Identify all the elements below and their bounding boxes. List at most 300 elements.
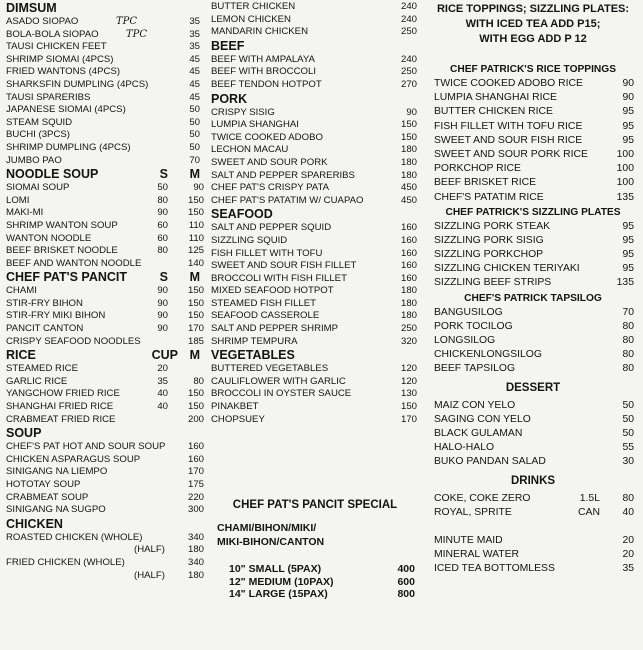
menu-item — [211, 107, 419, 120]
menu-item — [6, 129, 208, 142]
menu-item — [211, 132, 419, 145]
menu-item-name: MANDARIN CHICKEN — [211, 26, 309, 38]
section-heading — [6, 426, 208, 441]
menu-item-price: 70 — [622, 306, 634, 318]
pancit-special-noodles-2: MIKI-BIHON/CANTON — [217, 536, 325, 548]
pancit-size-item — [211, 588, 419, 601]
menu-item-name: PANCIT CANTON — [6, 323, 84, 335]
drink-size: 1.5L — [579, 492, 600, 504]
menu-column-3 — [428, 2, 638, 577]
menu-item-price: 20 — [622, 549, 634, 561]
menu-item — [6, 414, 208, 427]
menu-item-price: 50 — [622, 399, 634, 411]
menu-item-price-medium: 150 — [187, 194, 204, 206]
menu-item — [6, 466, 208, 479]
menu-item — [428, 548, 638, 562]
menu-item — [6, 388, 208, 401]
size-s-label: S — [159, 167, 168, 182]
menu-item — [6, 117, 208, 130]
menu-item — [211, 323, 419, 336]
section-heading — [6, 348, 208, 363]
menu-item — [428, 413, 638, 427]
menu-item — [428, 334, 638, 348]
menu-item-name: SALT AND PEPPER SHRIMP — [211, 323, 339, 335]
menu-item-name: BEEF TAPSILOG — [434, 363, 516, 375]
menu-item — [428, 176, 638, 190]
menu-item-name: SHARKSFIN DUMPLING (4PCS) — [6, 78, 149, 90]
menu-item-name: SWEET AND SOUR PORK — [211, 156, 328, 168]
menu-item — [211, 1, 419, 14]
menu-item-price: 95 — [622, 220, 634, 232]
menu-item — [428, 148, 638, 162]
subsection-heading: DESSERT — [505, 381, 561, 394]
menu-item — [211, 26, 419, 39]
menu-item-name: JAPANESE SIOMAI (4PCS) — [6, 104, 126, 116]
menu-item-price: 20 — [622, 535, 634, 547]
menu-item — [6, 220, 208, 233]
menu-item-name: STEAM SQUID — [6, 116, 73, 128]
menu-item-name: BEEF WITH AMPALAYA — [211, 53, 315, 65]
menu-item-price-medium: 90 — [193, 182, 204, 194]
menu-item-name: BROCCOLI IN OYSTER SAUCE — [211, 388, 352, 400]
menu-item — [211, 376, 419, 389]
menu-item-name: CHAMI — [6, 285, 37, 297]
menu-item — [6, 441, 208, 454]
menu-item-price-small: 90 — [157, 297, 168, 309]
menu-item — [6, 504, 208, 517]
menu-item-name: BEEF WITH BROCCOLI — [211, 66, 317, 78]
menu-item-price-medium: 125 — [187, 245, 204, 257]
menu-item — [6, 54, 208, 67]
section-title: DIMSUM — [6, 1, 57, 15]
menu-item-name: CAULIFLOWER WITH GARLIC — [211, 375, 346, 387]
menu-column-3-items — [428, 62, 638, 577]
menu-item-price: 45 — [189, 53, 200, 65]
section-heading — [211, 39, 419, 54]
menu-item-price: 150 — [400, 401, 417, 413]
section-title: CHEF PAT'S PANCIT — [6, 270, 128, 285]
section-title: SEAFOOD — [211, 207, 273, 222]
menu-item-name: SHRIMP WANTON SOUP — [6, 219, 118, 231]
menu-item-price-small: 80 — [157, 245, 168, 257]
menu-item-price: 95 — [622, 106, 634, 118]
menu-item-price: 160 — [400, 272, 417, 284]
menu-item-price-medium: 180 — [187, 569, 204, 581]
menu-item — [428, 191, 638, 205]
pancit-size-item — [211, 576, 419, 589]
menu-item-name: FISH FILLET WITH TOFU — [211, 247, 323, 259]
menu-item-price: 120 — [400, 375, 417, 387]
menu-item-name: SIZZLING SQUID — [211, 234, 288, 246]
menu-item-name: MAIZ CON YELO — [434, 399, 516, 411]
menu-item-name: FISH FILLET WITH TOFU RICE — [434, 120, 583, 132]
menu-item — [211, 401, 419, 414]
menu-item-price: 135 — [616, 277, 634, 289]
menu-item — [211, 336, 419, 349]
menu-item — [211, 310, 419, 323]
menu-item — [428, 492, 638, 506]
pancit-size-item — [211, 563, 419, 576]
menu-item-name: SHRIMP DUMPLING (4PCS) — [6, 141, 131, 153]
menu-item-price-medium: 110 — [188, 219, 204, 231]
menu-item-name: FRIED WANTONS (4PCS) — [6, 66, 121, 78]
menu-item — [6, 207, 208, 220]
menu-item-price: 170 — [400, 413, 417, 425]
menu-item-price: 95 — [622, 234, 634, 246]
menu-item — [6, 570, 208, 583]
menu-item-name: WANTON NOODLE — [6, 232, 92, 244]
menu-item-price: 450 — [400, 194, 417, 206]
menu-item-price-small: 60 — [157, 232, 168, 244]
menu-item-price: 95 — [622, 249, 634, 261]
size-m-label: M — [189, 270, 200, 285]
menu-item-price: 160 — [400, 222, 417, 234]
menu-item — [211, 157, 419, 170]
menu-item-price: 55 — [622, 442, 634, 454]
drink-size: CAN — [578, 506, 600, 518]
menu-item-price-medium: 150 — [187, 297, 204, 309]
menu-item-price: 320 — [400, 335, 417, 347]
menu-item-price: 80 — [622, 349, 634, 361]
menu-item-price: 90 — [622, 78, 634, 89]
menu-item — [211, 273, 419, 286]
subsection-heading: DRINKS — [510, 474, 556, 487]
menu-item-name: ASADO SIOPAO — [6, 16, 79, 27]
menu-item-name: ICED TEA BOTTOMLESS — [434, 563, 555, 575]
menu-item-name: PORKCHOP RICE — [434, 163, 521, 175]
menu-item-name: LECHON MACAU — [211, 144, 289, 156]
menu-item-price: 50 — [189, 129, 200, 141]
note-line-3: WITH EGG ADD P 12 — [479, 33, 587, 45]
menu-item — [6, 323, 208, 336]
menu-item-name: BUKO PANDAN SALAD — [434, 456, 546, 468]
menu-item — [428, 91, 638, 105]
menu-item — [6, 492, 208, 505]
menu-item-price-medium: 340 — [187, 556, 204, 568]
menu-item-price-medium: 175 — [187, 479, 204, 490]
menu-item-price: 40 — [622, 506, 634, 518]
menu-item-price: 50 — [189, 141, 200, 153]
menu-item — [211, 363, 419, 376]
menu-item — [6, 66, 208, 79]
menu-item-price: 45 — [189, 66, 200, 78]
menu-item — [6, 79, 208, 92]
section-title: VEGETABLES — [211, 348, 295, 363]
menu-item-name: CHICKENLONGSILOG — [434, 349, 542, 361]
size-s-label: S — [159, 270, 168, 285]
menu-item-price-medium: 150 — [187, 401, 204, 413]
menu-item — [211, 170, 419, 183]
menu-item-name: SALT AND PEPPER SPARERIBS — [211, 169, 355, 181]
menu-item-price: 180 — [400, 156, 417, 168]
menu-item-name: BUTTER CHICKEN — [211, 1, 296, 12]
menu-item-price: 95 — [622, 134, 634, 146]
menu-item — [211, 54, 419, 67]
menu-item-name: JUMBO PAO — [6, 154, 62, 166]
menu-item — [6, 142, 208, 155]
menu-item — [6, 92, 208, 105]
menu-item — [428, 276, 638, 290]
menu-item-price: 90 — [622, 92, 634, 104]
menu-item-price-small: 80 — [157, 194, 168, 206]
menu-item — [211, 388, 419, 401]
menu-item-price: 160 — [400, 234, 417, 246]
handwritten-note: TPC — [116, 16, 138, 27]
menu-item-name: HALO-HALO — [434, 442, 495, 454]
menu-item-price: 50 — [189, 116, 200, 128]
menu-item-name: LONGSILOG — [434, 335, 496, 346]
menu-item-price-medium: 200 — [187, 413, 204, 425]
menu-item-price: 450 — [400, 182, 417, 194]
menu-item — [6, 16, 208, 29]
menu-item — [6, 182, 208, 195]
menu-item — [6, 401, 208, 414]
menu-item-name: STIR-FRY BIHON — [6, 297, 83, 309]
menu-item-name: TWICE COOKED ADOBO — [211, 131, 323, 143]
menu-item — [428, 248, 638, 262]
section-title: SOUP — [6, 426, 42, 441]
menu-item-name: CHICKEN ASPARAGUS SOUP — [6, 453, 141, 465]
menu-item — [6, 41, 208, 54]
menu-item — [6, 29, 208, 42]
menu-item — [6, 532, 208, 545]
menu-item — [6, 557, 208, 570]
menu-item-price: 250 — [400, 66, 417, 78]
section-title: RICE — [6, 348, 36, 363]
menu-item-price: 270 — [400, 78, 417, 90]
menu-item-price-medium: 185 — [187, 335, 204, 347]
menu-item-name: SWEET AND SOUR FISH FILLET — [211, 260, 357, 272]
menu-item-name: LEMON CHICKEN — [211, 13, 291, 25]
menu-item-name: STIR-FRY MIKI BIHON — [6, 310, 106, 322]
menu-item — [428, 455, 638, 469]
menu-item — [211, 285, 419, 298]
menu-item — [428, 120, 638, 134]
menu-item-price: 80 — [622, 492, 634, 504]
size-m-label: M — [189, 348, 200, 363]
menu-item-name: CHEF'S PATATIM RICE — [434, 191, 544, 203]
menu-item-price: 250 — [400, 26, 417, 38]
menu-item-name: MINERAL WATER — [434, 549, 520, 561]
section-heading — [211, 92, 419, 107]
section-title: NOODLE SOUP — [6, 167, 99, 182]
menu-item-price-medium: 150 — [187, 207, 204, 219]
menu-item-price: 95 — [622, 120, 634, 132]
menu-item-name: SIZZLING BEEF STRIPS — [434, 277, 552, 289]
menu-item-name: CRABMEAT SOUP — [6, 491, 89, 503]
pancit-special-noodles-1: CHAMI/BIHON/MIKI/ — [217, 522, 317, 534]
menu-item-name: SIZZLING PORKCHOP — [434, 249, 544, 261]
section-heading — [211, 207, 419, 222]
menu-item-price-small: 90 — [157, 323, 168, 335]
menu-item-name: TAUSI CHICKEN FEET — [6, 41, 107, 53]
menu-item — [6, 233, 208, 246]
menu-item — [211, 119, 419, 132]
menu-item-name: CHEF PAT'S CRISPY PATA — [211, 182, 330, 194]
section-heading — [211, 348, 419, 363]
menu-item-price: 95 — [622, 263, 634, 275]
menu-item-price: 90 — [406, 106, 417, 118]
menu-item — [6, 245, 208, 258]
menu-item — [6, 258, 208, 271]
menu-item-name: MIXED SEAFOOD HOTPOT — [211, 285, 334, 297]
menu-item-name: BUTTERED VEGETABLES — [211, 363, 329, 375]
menu-item — [428, 562, 638, 576]
menu-item-price-small: 35 — [157, 375, 168, 387]
menu-item-name: LOMI — [6, 194, 30, 206]
pancit-size-price: 600 — [397, 575, 415, 588]
menu-item-name: TAUSI SPARERIBS — [6, 91, 91, 103]
menu-item — [428, 506, 638, 520]
rice-toppings-note — [428, 2, 638, 47]
menu-item — [211, 298, 419, 311]
menu-item-name: CRISPY SEAFOOD NOODLES — [6, 335, 141, 347]
pancit-size-name: 10" SMALL (5PAX) — [229, 563, 322, 575]
menu-item-price-medium: 160 — [187, 441, 204, 453]
menu-item-name: (HALF) — [134, 569, 165, 581]
pancit-size-name: 12" MEDIUM (10PAX) — [229, 575, 334, 588]
menu-item — [428, 362, 638, 376]
menu-item-name: SHRIMP TEMPURA — [211, 335, 298, 347]
menu-item — [6, 479, 208, 492]
menu-item-name: BEEF TENDON HOTPOT — [211, 78, 322, 90]
section-heading — [6, 167, 208, 182]
menu-item-name: FRIED CHICKEN (WHOLE) — [6, 556, 125, 568]
menu-item — [428, 348, 638, 362]
menu-item-price: 160 — [400, 260, 417, 272]
menu-item-price: 35 — [189, 41, 200, 53]
section-title: BEEF — [211, 38, 245, 53]
menu-item-price: 150 — [400, 119, 417, 131]
section-heading — [6, 1, 208, 16]
menu-item — [6, 195, 208, 208]
pancit-size-price: 800 — [397, 588, 415, 601]
section-title: CHICKEN — [6, 516, 63, 531]
menu-item-name: SIZZLING PORK STEAK — [434, 220, 551, 232]
menu-item-price: 135 — [616, 191, 634, 203]
menu-item-name: MINUTE MAID — [434, 535, 503, 547]
menu-item-name: SIOMAI SOUP — [6, 182, 70, 194]
menu-item-name: TWICE COOKED ADOBO RICE — [434, 78, 583, 89]
menu-item — [211, 414, 419, 427]
menu-item-name: CHOPSUEY — [211, 413, 265, 425]
menu-item-price: 80 — [622, 320, 634, 332]
menu-item-price-small: 50 — [157, 182, 168, 194]
menu-item — [211, 182, 419, 195]
menu-item — [6, 376, 208, 389]
menu-item-name: SALT AND PEPPER SQUID — [211, 222, 332, 234]
menu-item-name: ROYAL, SPRITE — [434, 506, 512, 518]
menu-item-price: 180 — [400, 297, 417, 309]
menu-item-name: CRISPY SISIG — [211, 106, 275, 118]
menu-item-name: BEEF BRISKET RICE — [434, 177, 537, 189]
menu-item — [6, 363, 208, 376]
section-heading — [6, 270, 208, 285]
menu-item-price: 180 — [400, 144, 417, 156]
menu-item-price: 150 — [400, 131, 417, 143]
menu-item-price: 35 — [622, 563, 634, 575]
menu-item-price: 35 — [189, 28, 200, 40]
menu-item — [211, 235, 419, 248]
menu-item-name: SIZZLING CHICKEN TERIYAKI — [434, 263, 580, 275]
menu-item-name: LUMPIA SHANGHAI RICE — [434, 92, 557, 104]
menu-item-name: BUCHI (3PCS) — [6, 129, 70, 141]
menu-item — [428, 441, 638, 455]
note-line-1: RICE TOPPINGS; SIZZLING PLATES: — [436, 3, 630, 15]
pancit-size-name: 14" LARGE (15PAX) — [229, 588, 328, 601]
menu-item-name: BOLA-BOLA SIOPAO — [6, 28, 99, 40]
menu-item-price-medium: 180 — [187, 544, 204, 556]
subsection-heading: CHEF'S PATRICK TAPSILOG — [464, 292, 602, 304]
menu-item — [428, 320, 638, 334]
size-s-label: CUP — [151, 348, 178, 363]
menu-item — [6, 104, 208, 117]
menu-item-name: LUMPIA SHANGHAI — [211, 119, 299, 131]
menu-item-price: 45 — [189, 78, 200, 90]
menu-item-name: CHEF PAT'S PATATIM W/ CUAPAO — [211, 194, 364, 206]
menu-item-name: BROCCOLI WITH FISH FILLET — [211, 272, 347, 284]
menu-item-price-small: 90 — [157, 310, 168, 322]
menu-item-price: 100 — [616, 177, 634, 189]
menu-item-price-medium: 170 — [187, 323, 204, 335]
menu-item-name: PORK TOCILOG — [434, 320, 513, 332]
menu-item — [428, 220, 638, 234]
menu-item — [6, 298, 208, 311]
menu-item — [428, 234, 638, 248]
pancit-size-price: 400 — [397, 563, 415, 575]
menu-item-name: SWEET AND SOUR FISH RICE — [434, 134, 583, 146]
menu-item-name: (HALF) — [134, 544, 165, 556]
menu-item — [428, 399, 638, 413]
menu-item-name: COKE, COKE ZERO — [434, 492, 531, 504]
menu-item — [428, 162, 638, 176]
section-title: PORK — [211, 91, 248, 106]
menu-item-name: SINIGANG NA LIEMPO — [6, 466, 108, 478]
menu-item-price-small: 90 — [157, 207, 168, 219]
menu-item-price-medium: 110 — [188, 232, 204, 244]
menu-item-name: HOTOTAY SOUP — [6, 479, 81, 490]
menu-item-price: 100 — [616, 148, 634, 160]
menu-item-price: 130 — [400, 388, 417, 400]
menu-item-price-small: 40 — [157, 401, 168, 413]
menu-item-price: 80 — [622, 335, 634, 346]
menu-item — [6, 454, 208, 467]
menu-item-name: SEAFOOD CASSEROLE — [211, 310, 320, 322]
menu-item-price: 50 — [622, 413, 634, 425]
menu-item-name: SHANGHAI FRIED RICE — [6, 401, 114, 413]
menu-item-name: SAGING CON YELO — [434, 413, 531, 425]
menu-item — [6, 155, 208, 168]
menu-item-name: SIZZLING PORK SISIG — [434, 234, 544, 246]
menu-item-price-medium: 300 — [187, 504, 204, 516]
menu-item-price-medium: 220 — [187, 491, 204, 503]
menu-item — [211, 222, 419, 235]
menu-item — [6, 544, 208, 557]
menu-item-price: 50 — [622, 427, 634, 439]
menu-item-price: 100 — [616, 163, 634, 175]
menu-item-name: GARLIC RICE — [6, 375, 68, 387]
menu-item-name: BLACK GULAMAN — [434, 427, 523, 439]
menu-item-name: STEAMED FISH FILLET — [211, 297, 317, 309]
subsection-heading: CHEF PATRICK'S RICE TOPPINGS — [449, 64, 616, 75]
handwritten-note: TPC — [126, 28, 148, 40]
menu-item-name: SINIGANG NA SUGPO — [6, 504, 106, 516]
menu-item-name: BUTTER CHICKEN RICE — [434, 106, 553, 118]
menu-item — [428, 77, 638, 91]
menu-item-price-small: 60 — [157, 219, 168, 231]
menu-item-price: 180 — [400, 169, 417, 181]
menu-item — [428, 306, 638, 320]
